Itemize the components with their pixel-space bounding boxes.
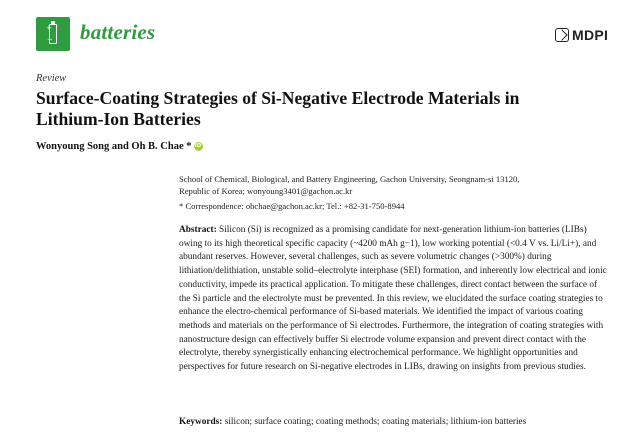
orcid-icon[interactable]: iD bbox=[194, 143, 202, 149]
affiliation bbox=[179, 173, 619, 197]
journal-header bbox=[0, 0, 640, 70]
abstract bbox=[179, 224, 607, 375]
affiliation-line-1: School of Chemical, Biological, and Battery Engineering, Gachon University, Seongnam-si 13120, bbox=[179, 174, 520, 184]
journal-name: batteries bbox=[80, 20, 156, 44]
article-type: Review bbox=[36, 73, 67, 84]
title-line-2: Lithium-Ion Batteries bbox=[36, 109, 201, 129]
battery-logo-icon: + − bbox=[36, 17, 70, 51]
title-line-1: Surface-Coating Strategies of Si-Negative Electrode Materials in bbox=[36, 88, 520, 108]
abstract-text: Silicon (Si) is recognized as a promising candidate for next-generation lithium-ion batteries (LIBs) owing to its high theoretical specific capacity (~4200 mAh g−1), low working potential (<0.4 V vs. Li/Li+), and abundant reserves. However, several challenges, such as severe volumetric changes (>300%) during lithiation/delithiation, unstable solid–electrolyte interphase (SEI) formation, and inherently low electrical and ionic conductivity, impede its practical application. To mitigate these challenges, direct contact between the surface of the Si particle and the electrolyte must be prevented. In this review, we elucidated the surface coating strategies to enhance the electro-chemical performance of Si-based materials. We identified the impact of various coating methods and materials on the performance of Si electrodes. Furthermore, the integration of coating strategies with nanostructure design can effectively buffer Si electrode volume expansion and prevent direct contact with the electrolyte, thereby synergistically enhancing electrochemical performance. We highlight opportunities and perspectives for future research on Si-negative electrodes in LIBs, drawing on insights from previous studies. bbox=[179, 225, 607, 373]
publisher-name: MDPI bbox=[572, 27, 609, 43]
keywords-text: silicon; surface coating; coating methods; coating materials; lithium-ion batteries bbox=[224, 417, 527, 427]
affiliation-line-2: Republic of Korea; wonyoung3401@gachon.ac.kr bbox=[179, 186, 353, 197]
keywords bbox=[179, 417, 526, 427]
keywords-label: Keywords: bbox=[179, 417, 223, 427]
article-title bbox=[36, 88, 626, 130]
mdpi-logo-icon bbox=[555, 28, 569, 42]
authors-text: Wonyoung Song and Oh B. Chae * bbox=[36, 141, 192, 152]
author-list bbox=[36, 141, 203, 152]
correspondence: * Correspondence: obchae@gachon.ac.kr; Tel.: +82-31-750-8944 bbox=[179, 201, 405, 211]
abstract-label: Abstract: bbox=[179, 225, 217, 235]
publisher-logo bbox=[555, 27, 608, 43]
